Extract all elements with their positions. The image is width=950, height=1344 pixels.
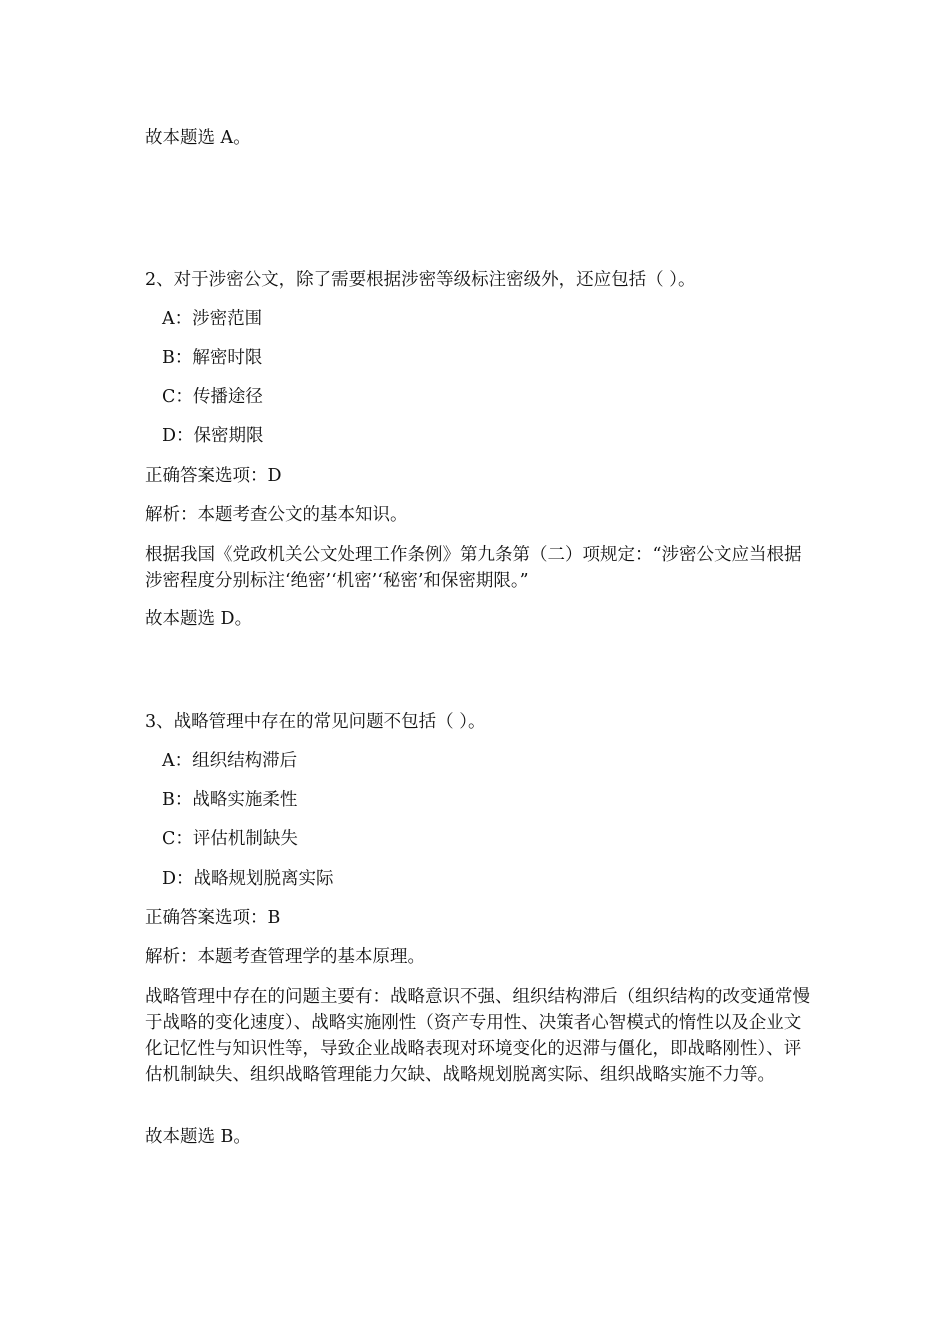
q3-answer: 正确答案选项：B <box>145 908 281 928</box>
q3-explanation: 战略管理中存在的问题主要有：战略意识不强、组织结构滞后（组织结构的改变通常慢于战略的变化速度）、战略实施刚性（资产专用性、决策者心智模式的惰性以及企业文化记忆性与知识性等，导致企业战略表现对环境变化的迟滞与僵化，即战略刚性）、评估机制缺失、组织战略管理能力欠缺、战略规划脱离实际、组织战略实施不力等。 <box>145 987 810 1085</box>
q3-conclusion: 故本题选 B。 <box>145 1127 251 1147</box>
q2-analysis: 解析：本题考查公文的基本知识。 <box>145 505 408 525</box>
q3-question: 3、战略管理中存在的常见问题不包括（ ）。 <box>145 712 486 732</box>
q2-option-c: C：传播途径 <box>162 387 263 407</box>
q2-conclusion: 故本题选 D。 <box>145 609 253 629</box>
q1-conclusion: 故本题选 A。 <box>145 128 251 148</box>
q2-explanation: 根据我国《党政机关公文处理工作条例》第九条第（二）项规定：“涉密公文应当根据涉密程度分别标注‘绝密’‘机密’‘秘密’和保密期限。” <box>145 545 802 591</box>
q2-option-a: A：涉密范围 <box>162 309 263 329</box>
q3-option-c: C：评估机制缺失 <box>162 829 298 849</box>
q2-question: 2、对于涉密公文，除了需要根据涉密等级标注密级外，还应包括（ ）。 <box>145 270 696 290</box>
q2-answer: 正确答案选项：D <box>145 466 282 486</box>
q2-option-b: B：解密时限 <box>162 348 263 368</box>
q3-analysis: 解析：本题考查管理学的基本原理。 <box>145 947 425 967</box>
q3-option-b: B：战略实施柔性 <box>162 790 298 810</box>
q3-option-d: D：战略规划脱离实际 <box>162 869 334 889</box>
q3-option-a: A：组织结构滞后 <box>162 751 298 771</box>
q2-option-d: D：保密期限 <box>162 426 264 446</box>
